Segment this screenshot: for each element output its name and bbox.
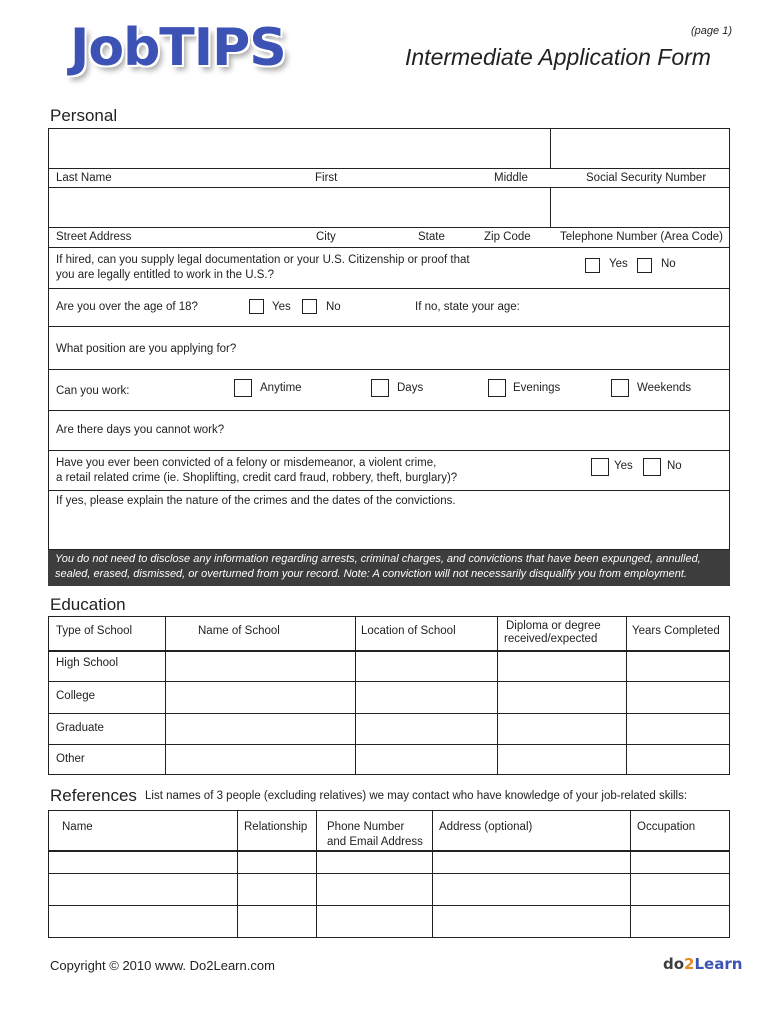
legal-question-line1: If hired, can you supply legal documentation or your U.S. Citizenship or proof that <box>56 254 470 266</box>
street-address-field[interactable] <box>52 193 546 223</box>
middle-name-label: Middle <box>494 172 528 184</box>
ref-col-address: Address (optional) <box>439 821 533 833</box>
form-title: Intermediate Application Form <box>405 44 711 70</box>
city-label: City <box>316 231 336 243</box>
age-no-label: No <box>326 301 341 313</box>
conviction-question-line2: a retail related crime (ie. Shoplifting, credit card fraud, robbery, theft, burglary)? <box>56 472 458 484</box>
edu-col-location: Location of School <box>361 625 456 637</box>
legal-yes-checkbox[interactable] <box>585 258 600 273</box>
legal-no-checkbox[interactable] <box>637 258 652 273</box>
explain-convictions-field[interactable] <box>52 512 728 550</box>
disclosure-note <box>48 550 730 586</box>
age-yes-checkbox[interactable] <box>249 299 264 314</box>
section-personal-title: Personal <box>50 106 118 125</box>
section-education-title: Education <box>50 595 126 614</box>
conviction-no-label: No <box>667 460 682 472</box>
legal-question-line2: you are legally entitled to work in the U.S.? <box>56 269 274 281</box>
do2learn-logo <box>663 955 742 973</box>
age-question: Are you over the age of 18? <box>56 301 198 313</box>
age-field[interactable] <box>524 296 728 322</box>
anytime-label: Anytime <box>260 382 302 394</box>
legal-no-label: No <box>661 258 676 270</box>
ssn-label: Social Security Number <box>586 172 707 184</box>
ref-col-name: Name <box>62 821 93 833</box>
conviction-yes-checkbox[interactable] <box>591 458 609 476</box>
do2learn-logo-learn: Learn <box>694 955 743 973</box>
edu-row-college: College <box>56 690 95 702</box>
copyright-text: Copyright © 2010 www. Do2Learn.com <box>50 958 275 973</box>
can-work-question: Can you work: <box>56 385 130 397</box>
edu-col-years: Years Completed <box>632 625 720 637</box>
jobtips-logo: JobTIPS <box>70 18 286 78</box>
state-label: State <box>418 231 445 243</box>
explain-convictions-label: If yes, please explain the nature of the crimes and the dates of the convictions. <box>56 495 456 507</box>
ref-col-phone-line2: and Email Address <box>327 836 423 848</box>
disclosure-note-line2: sealed, erased, dismissed, or overturned from your record. Note: A conviction will not necessarily disqualify you from employment. <box>55 568 687 580</box>
conviction-yes-label: Yes <box>614 460 633 472</box>
references-instruction: List names of 3 people (excluding relatives) we may contact who have knowledge of your job-related skills: <box>145 790 688 802</box>
legal-yes-label: Yes <box>609 258 628 270</box>
edu-col-diploma-line1: Diploma or degree <box>506 620 601 632</box>
weekends-label: Weekends <box>637 382 692 394</box>
age-followup-label: If no, state your age: <box>415 301 520 313</box>
last-name-label: Last Name <box>56 172 112 184</box>
anytime-checkbox[interactable] <box>234 379 252 397</box>
page-number: (page 1) <box>691 25 732 37</box>
evenings-checkbox[interactable] <box>488 379 506 397</box>
days-checkbox[interactable] <box>371 379 389 397</box>
education-table <box>48 616 730 775</box>
phone-field[interactable] <box>556 193 728 223</box>
conviction-question-line1: Have you ever been convicted of a felony or misdemeanor, a violent crime, <box>56 457 437 469</box>
telephone-label: Telephone Number (Area Code) <box>560 231 724 243</box>
street-address-label: Street Address <box>56 231 132 243</box>
ref-col-phone-line1: Phone Number <box>327 821 405 833</box>
do2learn-logo-2: 2 <box>684 955 695 973</box>
ref-col-relationship: Relationship <box>244 821 308 833</box>
do2learn-logo-do: do <box>663 955 685 973</box>
zip-code-label: Zip Code <box>484 231 531 243</box>
last-name-field[interactable] <box>52 134 546 164</box>
age-no-checkbox[interactable] <box>302 299 317 314</box>
edu-col-type: Type of School <box>56 625 133 637</box>
edu-col-name: Name of School <box>198 625 280 637</box>
edu-row-high-school: High School <box>56 657 119 669</box>
position-question: What position are you applying for? <box>56 343 237 355</box>
edu-row-other: Other <box>56 753 85 765</box>
edu-row-graduate: Graduate <box>56 722 104 734</box>
section-references-title: References <box>50 786 137 805</box>
days-label: Days <box>397 382 424 394</box>
days-cannot-work-question: Are there days you cannot work? <box>56 424 225 436</box>
days-cannot-work-field[interactable] <box>232 418 728 446</box>
disclosure-note-line1: You do not need to disclose any information regarding arrests, criminal charges, and convictions that have been expunged, annulled, <box>55 553 701 565</box>
edu-col-diploma-line2: received/expected <box>504 633 598 645</box>
ssn-field[interactable] <box>556 134 728 164</box>
conviction-no-checkbox[interactable] <box>643 458 661 476</box>
age-yes-label: Yes <box>272 301 291 313</box>
first-name-label: First <box>315 172 338 184</box>
position-field[interactable] <box>248 337 728 365</box>
ref-col-occupation: Occupation <box>637 821 696 833</box>
weekends-checkbox[interactable] <box>611 379 629 397</box>
evenings-label: Evenings <box>513 382 561 394</box>
